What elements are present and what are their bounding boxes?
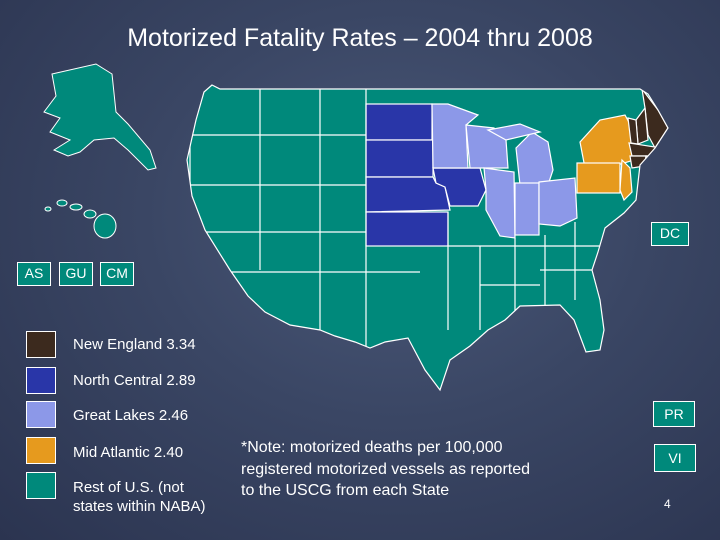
legend-label-north-central: North Central 2.89: [73, 372, 196, 389]
territory-tag-as: AS: [17, 262, 51, 286]
page-title: Motorized Fatality Rates – 2004 thru 2008: [127, 24, 593, 52]
hawaii-region: [45, 200, 116, 238]
footnote: *Note: motorized deaths per 100,000 registered motorized vessels as reported to the USCG from each State: [241, 439, 531, 499]
territory-tag-pr: PR: [653, 401, 695, 427]
territory-tag-vi: VI: [654, 444, 696, 472]
alaska-region: [44, 64, 156, 170]
legend-label-new-england: New England 3.34: [73, 336, 196, 353]
legend-swatch-rest-of-us: [26, 472, 56, 499]
legend-label-rest-of-us: Rest of U.S. (not states within NABA): [73, 479, 206, 515]
legend-swatch-great-lakes: [26, 401, 56, 428]
legend-label-mid-atlantic: Mid Atlantic 2.40: [73, 444, 184, 461]
legend-label-great-lakes: Great Lakes 2.46: [73, 407, 189, 424]
legend-swatch-mid-atlantic: [26, 437, 56, 464]
legend-swatch-new-england: [26, 331, 56, 358]
territory-tag-cm: CM: [100, 262, 134, 286]
page-number: 4: [664, 497, 671, 511]
territory-tag-dc: DC: [651, 222, 689, 246]
legend-swatch-north-central: [26, 367, 56, 394]
territory-tag-gu: GU: [59, 262, 93, 286]
